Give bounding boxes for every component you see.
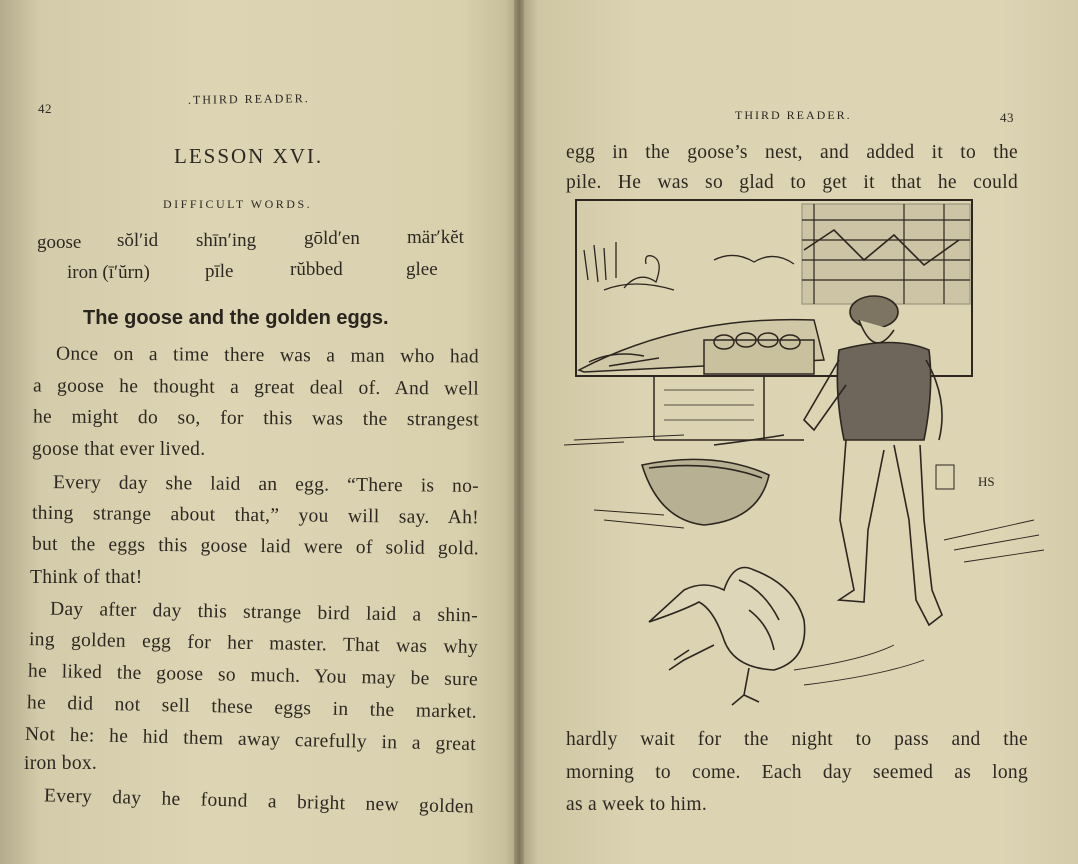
text-line: Think of that! [30, 567, 143, 588]
book-gutter [514, 0, 524, 864]
difficult-word: sŏl′id [117, 230, 159, 251]
text-line: thing strange about that,” you will say. Ah! [31, 502, 480, 529]
left-page-number: 42 [38, 101, 52, 116]
text-line: Every day he found a bright new golden [43, 785, 475, 818]
text-line: pile. He was so glad to get it that he could [566, 172, 1018, 193]
text-line: Once on a time there was a man who had [55, 343, 480, 368]
difficult-word: mär′kĕt [407, 227, 464, 248]
text-line: ing golden egg for her master. That was why [28, 629, 479, 658]
text-line: he liked the goose so much. You may be sure [27, 660, 479, 691]
ground-hatching [794, 520, 1044, 685]
difficult-word: rŭbbed [290, 259, 343, 280]
difficult-words-heading: DIFFICULT WORDS. [163, 197, 313, 211]
lesson-title: LESSON XVI. [174, 144, 324, 168]
text-line: goose that ever lived. [32, 439, 206, 460]
text-line: morning to come. Each day seemed as long [566, 762, 1028, 783]
text-line: hardly wait for the night to pass and the [566, 729, 1028, 750]
difficult-word: glee [406, 259, 438, 280]
difficult-word: goose [37, 232, 82, 253]
text-line: as a week to him. [566, 794, 708, 815]
text-line: he might do so, for this was the strangest [32, 406, 480, 431]
text-line: Not he: he hid them away carefully in a great [24, 723, 477, 756]
goose-illustration [564, 190, 1054, 720]
right-page-number: 43 [1000, 110, 1014, 125]
man-figure [804, 296, 954, 625]
illustration-monogram: HS [978, 474, 995, 489]
story-title: The goose and the golden eggs. [83, 307, 389, 329]
text-line: he did not sell these eggs in the market. [26, 692, 478, 723]
table-with-eggs [579, 320, 824, 440]
text-line: a goose he thought a great deal of. And well [32, 375, 480, 400]
difficult-word: gōld′en [304, 228, 360, 249]
left-page [0, 0, 520, 864]
right-page [520, 0, 1078, 864]
text-line: iron box. [24, 753, 98, 774]
difficult-word: iron (ī′ŭrn) [67, 262, 150, 283]
difficult-word: pīle [205, 261, 234, 282]
shed-wall [802, 204, 970, 304]
goose-figure [649, 568, 805, 706]
text-line: Day after day this strange bird laid a shin- [49, 598, 479, 627]
difficult-word: shīn′ing [196, 230, 257, 251]
left-running-head: .THIRD READER. [187, 91, 310, 107]
text-line: Every day she laid an egg. “There is no- [52, 472, 480, 497]
pond-swan [584, 242, 794, 290]
right-running-head: THIRD READER. [735, 108, 852, 122]
bowl [642, 435, 784, 525]
text-line: egg in the goose’s nest, and added it to the [566, 142, 1018, 163]
text-line: but the eggs this goose laid were of solid gold. [31, 533, 480, 560]
